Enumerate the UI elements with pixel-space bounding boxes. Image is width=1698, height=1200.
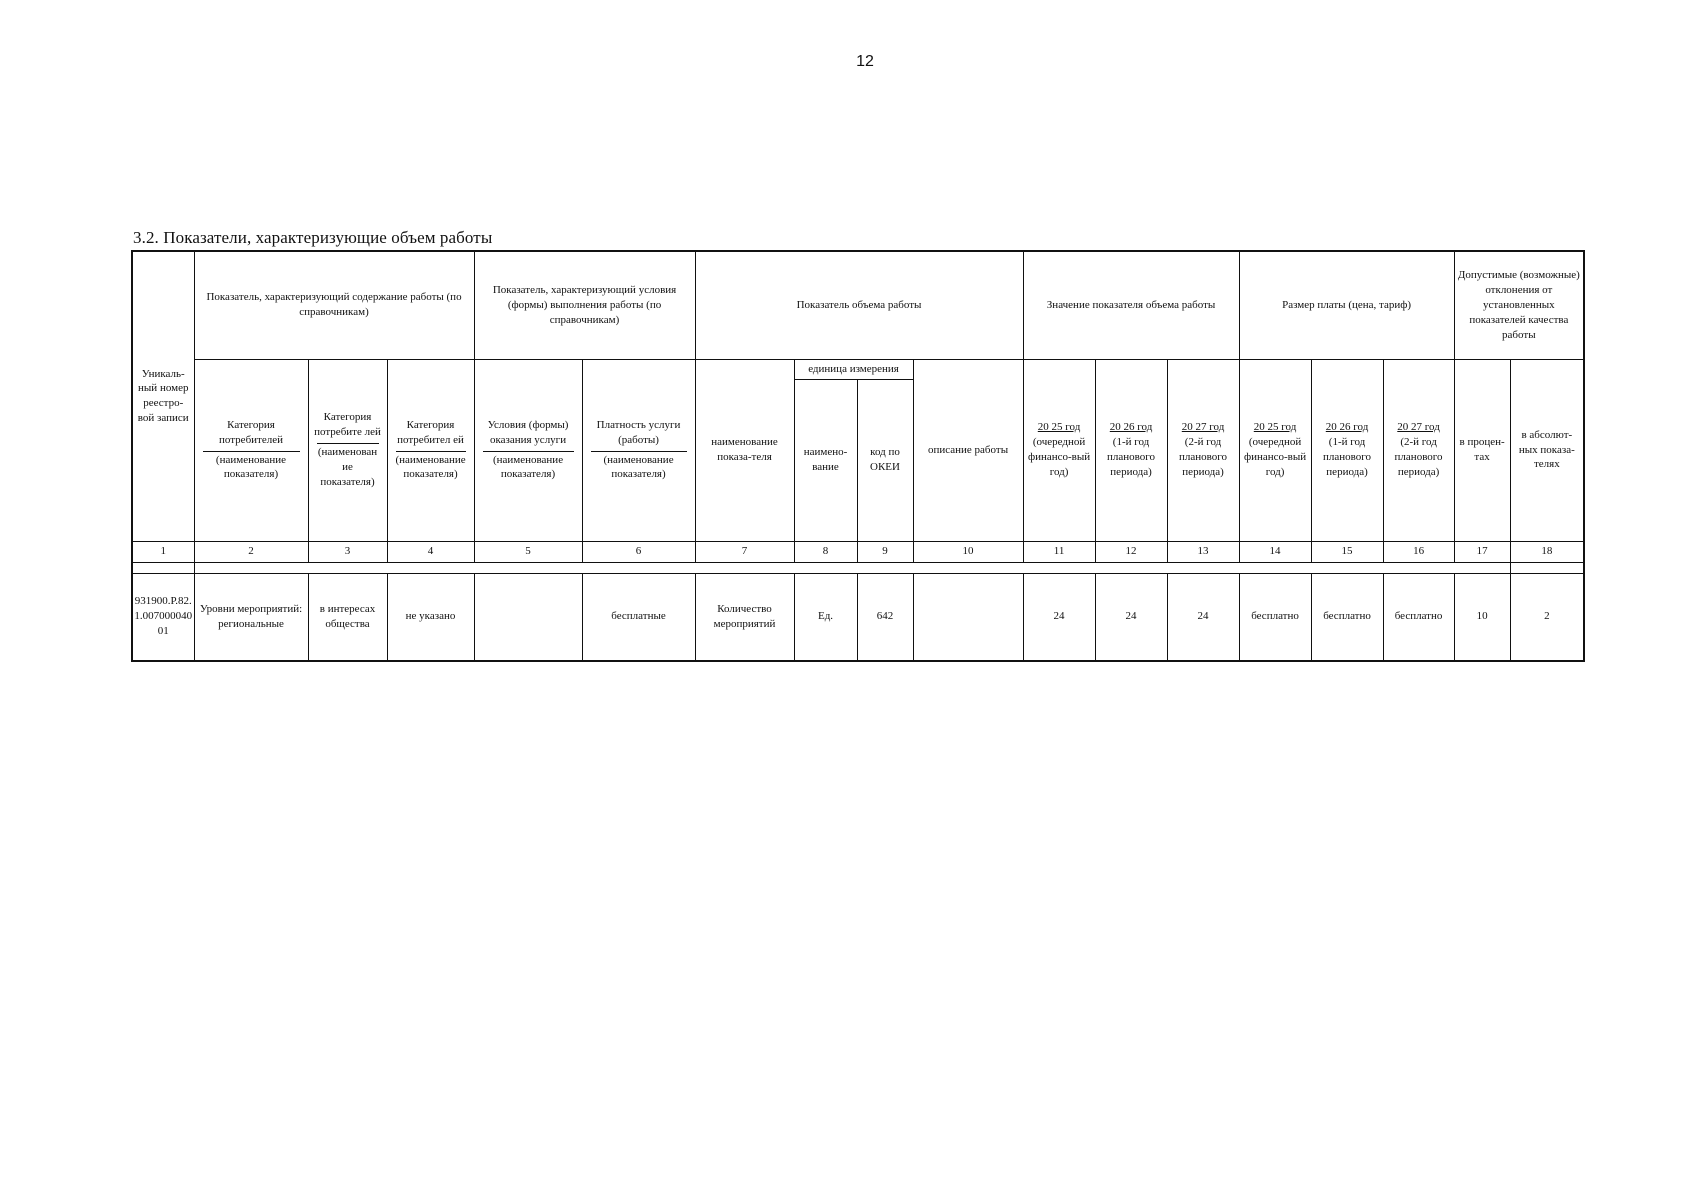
header-col16-desc: (2-й год планового периода): [1394, 436, 1443, 478]
header-col13-year: 20 27 год: [1181, 421, 1225, 434]
section-title: 3.2. Показатели, характеризующие объем работы: [133, 228, 493, 247]
header-col9: код по ОКЕИ: [857, 379, 913, 541]
column-number: 10: [913, 541, 1023, 562]
header-col3-subtitle: (наименован ие показателя): [317, 443, 379, 490]
column-number: 9: [857, 541, 913, 562]
header-col15-desc: (1-й год планового периода): [1323, 436, 1372, 478]
header-col4: [387, 359, 474, 541]
header-col7: наименование показа-теля: [695, 359, 794, 541]
header-fee-group: Размер платы (цена, тариф): [1239, 251, 1454, 359]
header-col6: [582, 359, 695, 541]
header-col6-title: Платность услуги (работы): [596, 418, 681, 446]
header-col5-title: Условия (формы) оказания услуги: [487, 418, 569, 446]
cell-value-2025: 24: [1023, 573, 1095, 661]
column-number: 4: [387, 541, 474, 562]
header-col15: [1311, 359, 1383, 541]
page-number: 12: [856, 53, 874, 70]
header-col12: [1095, 359, 1167, 541]
cell-deviation-percent: 10: [1454, 573, 1510, 661]
column-number: 6: [582, 541, 695, 562]
header-col11-year: 20 25 год: [1037, 421, 1081, 434]
header-value-group: Значение показателя объема работы: [1023, 251, 1239, 359]
column-number: 13: [1167, 541, 1239, 562]
header-col10: описание работы: [913, 359, 1023, 541]
spacer-cell: [1510, 562, 1584, 573]
cell-deviation-absolute: 2: [1510, 573, 1584, 661]
column-number: 3: [308, 541, 387, 562]
cell-okei-code: 642: [857, 573, 913, 661]
cell-unit-name: Ед.: [794, 573, 857, 661]
cell-fee-2026: бесплатно: [1311, 573, 1383, 661]
header-col3: [308, 359, 387, 541]
spacer-cell: [194, 562, 1510, 573]
cell-indicator-name: Количество мероприятий: [695, 573, 794, 661]
header-col2-subtitle: (наименование показателя): [203, 451, 300, 483]
header-col13-desc: (2-й год планового периода): [1179, 436, 1228, 478]
header-col4-title: Категория потребител ей: [397, 418, 464, 446]
cell-consumer-category-2: не указано: [387, 573, 474, 661]
column-number: 7: [695, 541, 794, 562]
column-number: 2: [194, 541, 308, 562]
header-col12-year: 20 26 год: [1109, 421, 1153, 434]
cell-consumer-category: в интересах общества: [308, 573, 387, 661]
header-deviation-group: Допустимые (возможные) отклонения от установленных показателей качества работы: [1454, 251, 1584, 359]
header-col18: в абсолют-ных показа-телях: [1510, 359, 1584, 541]
header-col8: наимено-вание: [794, 379, 857, 541]
cell-category: Уровни мероприятий: региональные: [194, 573, 308, 661]
header-col14-desc: (очередной финансо-вый год): [1243, 436, 1307, 478]
column-number: 11: [1023, 541, 1095, 562]
cell-fee-2027: бесплатно: [1383, 573, 1454, 661]
header-col6-subtitle: (наименование показателя): [591, 451, 687, 483]
cell-fee-2025: бесплатно: [1239, 573, 1311, 661]
header-volume-group: Показатель объема работы: [695, 251, 1023, 359]
column-number: 15: [1311, 541, 1383, 562]
header-col14-year: 20 25 год: [1253, 421, 1297, 434]
column-numbers-row: [132, 541, 1584, 562]
column-number: 5: [474, 541, 582, 562]
column-number: 1: [132, 541, 194, 562]
column-number: 14: [1239, 541, 1311, 562]
header-col16: [1383, 359, 1454, 541]
header-col4-subtitle: (наименование показателя): [396, 451, 466, 483]
column-number: 18: [1510, 541, 1584, 562]
header-col17: в процен-тах: [1454, 359, 1510, 541]
header-col16-year: 20 27 год: [1397, 421, 1440, 434]
header-col2: [194, 359, 308, 541]
cell-work-description: [913, 573, 1023, 661]
header-col13: [1167, 359, 1239, 541]
column-number: 16: [1383, 541, 1454, 562]
header-col12-desc: (1-й год планового периода): [1107, 436, 1156, 478]
header-col11-desc: (очередной финансо-вый год): [1027, 436, 1091, 478]
header-col5: [474, 359, 582, 541]
header-col15-year: 20 26 год: [1325, 421, 1369, 434]
column-number: 12: [1095, 541, 1167, 562]
cell-conditions: [474, 573, 582, 661]
header-col3-title: Категория потребите лей: [314, 411, 381, 439]
table-row: [132, 573, 1584, 661]
header-conditions-group: Показатель, характеризующий условия (формы) выполнения работы (по справочникам): [474, 251, 695, 359]
column-number: 17: [1454, 541, 1510, 562]
cell-value-2027: 24: [1167, 573, 1239, 661]
cell-value-2026: 24: [1095, 573, 1167, 661]
header-col11: [1023, 359, 1095, 541]
header-col14: [1239, 359, 1311, 541]
header-unit-group: единица измерения: [794, 359, 913, 379]
header-unique-number: Уникаль-ный номер реестро-вой записи: [132, 251, 194, 541]
header-col5-subtitle: (наименование показателя): [483, 451, 574, 483]
cell-payment: бесплатные: [582, 573, 695, 661]
work-volume-table: [131, 250, 1585, 662]
column-number: 8: [794, 541, 857, 562]
header-content-group: Показатель, характеризующий содержание работы (по справочникам): [194, 251, 474, 359]
header-col2-title: Категория потребителей: [219, 418, 283, 446]
cell-unique-number: 931900.Р.82.1.00700004001: [132, 573, 194, 661]
spacer-cell: [132, 562, 194, 573]
